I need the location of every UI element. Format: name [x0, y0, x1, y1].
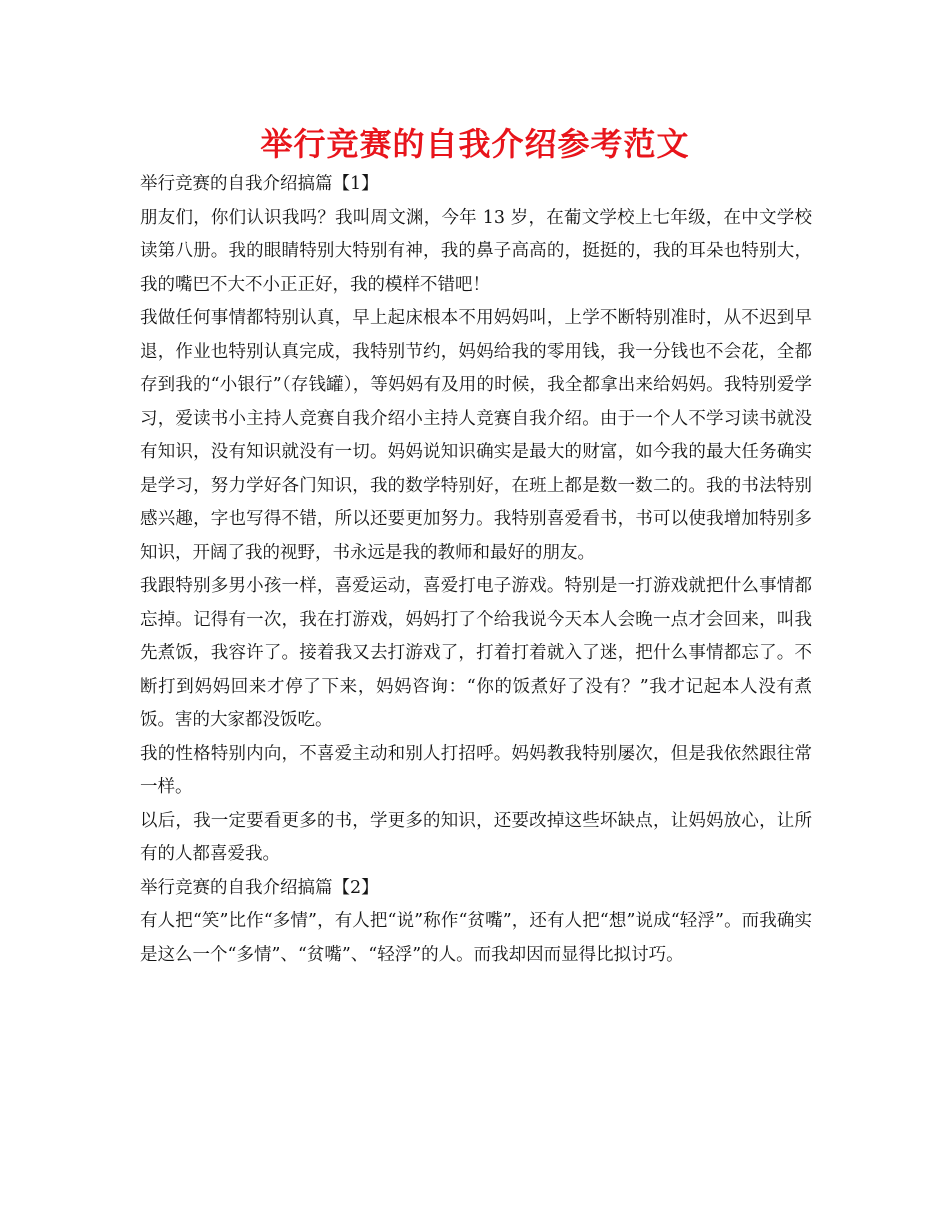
- document-body: [140, 168, 812, 972]
- paragraph-games: 我跟特别多男小孩一样，喜爱运动，喜爱打电子游戏。特别是一打游戏就把什么事情都忘掉。记得有一次，我在打游戏，妈妈打了个给我说今天本人会晚一点才会回来，叫我先煮饭，我容许了。接着我又去打游戏了，打着打着就入了迷，把什么事情都忘了。不断打到妈妈回来才停了下来，妈妈咨询：“你的饭煮好了没有？”我才记起本人没有煮饭。害的大家都没饭吃。: [140, 576, 812, 730]
- paragraph-intro: 朋友们，你们认识我吗？我叫周文渊，今年 13 岁，在葡文学校上七年级，在中文学校读第八册。我的眼睛特别大特别有神，我的鼻子高高的，挺挺的，我的耳朵也特别大，我的嘴巴不大不小正正好，我的模样不错吧！: [140, 207, 812, 295]
- paragraph-future: 以后，我一定要看更多的书，学更多的知识，还要改掉这些坏缺点，让妈妈放心，让所有的人都喜爱我。: [140, 810, 812, 864]
- paragraph-habits: 我做任何事情都特别认真，早上起床根本不用妈妈叫，上学不断特别准时，从不迟到早退，作业也特别认真完成，我特别节约，妈妈给我的零用钱，我一分钱也不会花，全都存到我的“小银行”（存钱罐），等妈妈有及用的时候，我全都拿出来给妈妈。我特别爱学习，爱读书小主持人竞赛自我介绍小主持人竞赛自我介绍。由于一个人不学习读书就没有知识，没有知识就没有一切。妈妈说知识确实是最大的财富，如今我的最大任务确实是学习，努力学好各门知识，我的数学特别好，在班上都是数一数二的。我的书法特别感兴趣，字也写得不错，所以还要更加努力。我特别喜爱看书，书可以使我增加特别多知识，开阔了我的视野，书永远是我的教师和最好的朋友。: [140, 308, 812, 563]
- paragraph-personality: 我的性格特别内向，不喜爱主动和别人打招呼。妈妈教我特别屡次，但是我依然跟往常一样。: [140, 743, 812, 797]
- document-title: 举行竞赛的自我介绍参考范文: [260, 125, 690, 163]
- section-heading-1: 举行竞赛的自我介绍搞篇【1】: [140, 174, 379, 194]
- section-heading-2: 举行竞赛的自我介绍搞篇【2】: [140, 877, 379, 898]
- paragraph-second-intro: 有人把“笑”比作“多情”，有人把“说”称作“贫嘴”，还有人把“想”说成“轻浮”。而我确实是这么一个“多情”、“贫嘴”、“轻浮”的人。而我却因而显得比拟讨巧。: [140, 911, 812, 965]
